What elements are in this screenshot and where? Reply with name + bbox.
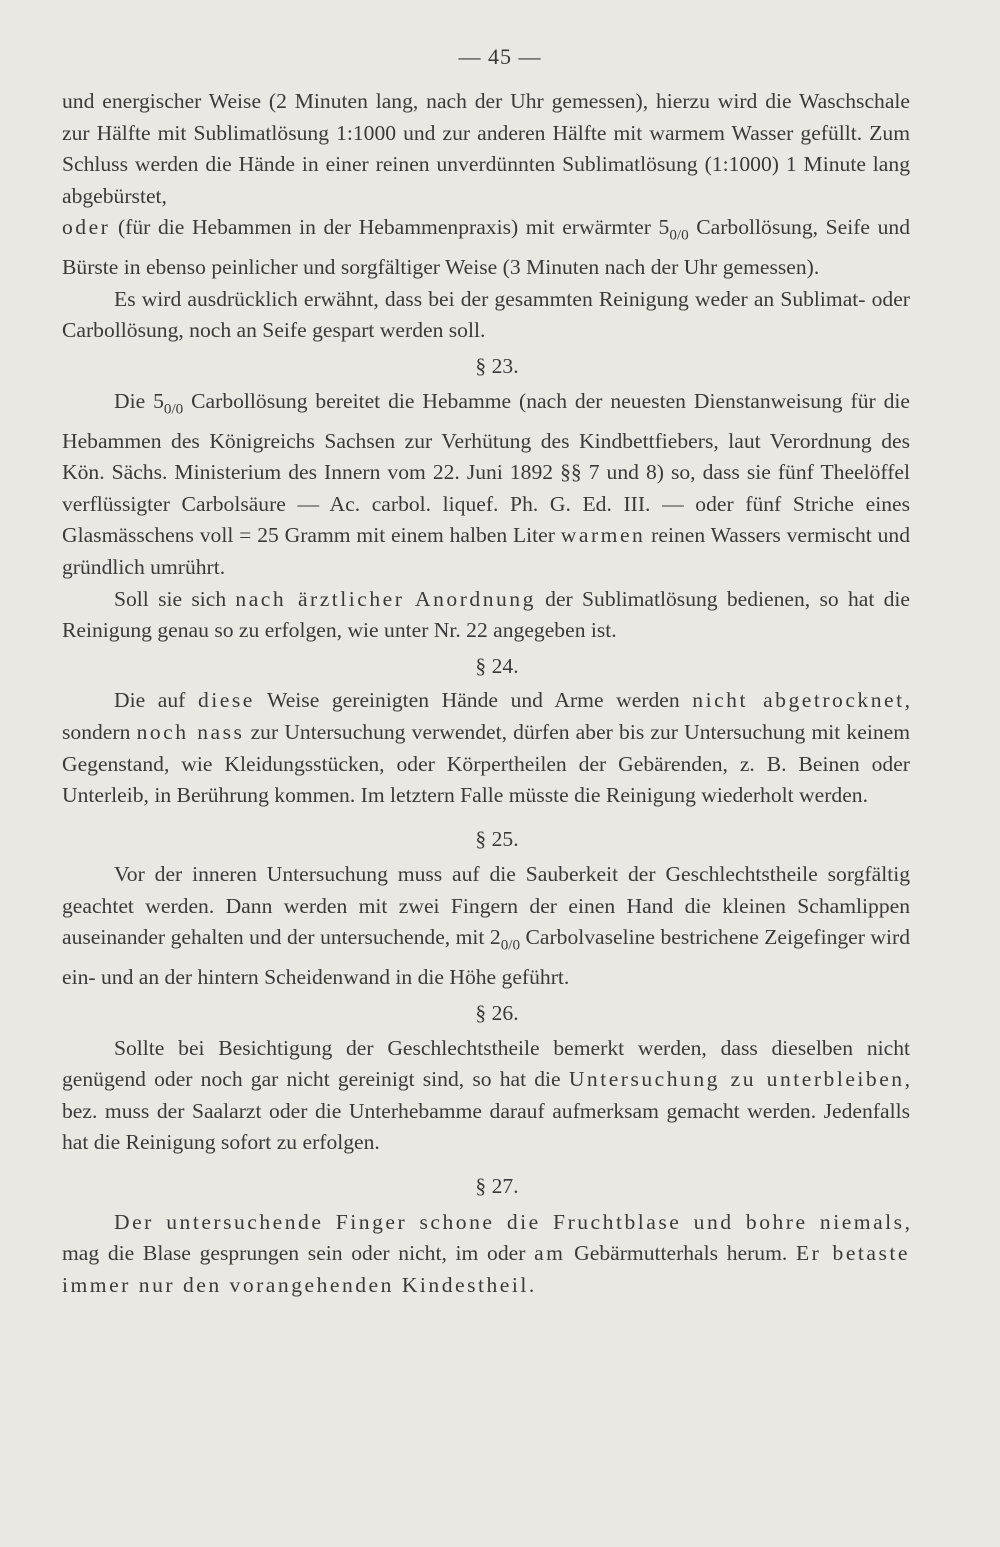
spaced-text: oder xyxy=(62,215,111,240)
section-heading-27: § 27. xyxy=(475,1173,519,1198)
text-run: Die auf xyxy=(114,688,186,713)
text-run: Vor der inneren Untersuchung muss auf die Sauberkeit der Geschlechtstheile sorgfältig geachtet werden. Dann werden mit zwei Fingern der einen Hand die kleinen Schamlippen auseinander gehalten und der untersuchende, mit 2 xyxy=(62,862,910,950)
page-number: — 45 — xyxy=(458,44,542,69)
spaced-text: diese xyxy=(197,688,255,713)
section-heading-25: § 25. xyxy=(475,826,519,851)
text-run: der Sublimatlösung bedienen, so hat die Reinigung genau so zu erfolgen, wie unter Nr. 22 angegeben ist. xyxy=(62,586,910,643)
paragraph-9 xyxy=(62,1207,910,1302)
spaced-text: Der untersuchende Finger schone die Fruchtblase und bohre niemals xyxy=(114,1209,905,1234)
text-run: , mag die Blase gesprungen sein oder nicht, im oder xyxy=(62,1209,910,1266)
text-run: Carbollösung, Seife und Bürste in ebenso peinlicher und sorgfältiger Weise (3 Minuten nach der Uhr gemessen). xyxy=(62,215,910,280)
spaced-text: noch nass xyxy=(136,719,245,744)
percent-mark: 0/0 xyxy=(500,937,521,954)
text-run: Carbolvaseline bestrichene Zeigefinger wird ein- und an der hintern Scheidenwand in die Höhe geführt. xyxy=(62,925,910,990)
spaced-text: Er betaste immer nur den vorangehenden Kindestheil. xyxy=(62,1241,910,1297)
spaced-text: Untersuchung zu unterbleiben xyxy=(568,1067,905,1092)
spaced-text: nicht abgetrocknet xyxy=(692,688,905,713)
percent-mark: 0/0 xyxy=(669,227,689,244)
page-body xyxy=(62,86,910,1301)
text-run: Carbollösung bereitet die Hebamme (nach der neuesten Dienstanweisung für die Hebammen des Königreichs Sachsen zur Verhütung des Kindbettfiebers, laut Verordnung des Kön. Sächs. Ministerium des Innern vom 22. Juni 1892 §§ 7 und 8) so, dass sie fünf Theelöffel verflüssigter Carbolsäure — Ac. carbol. liquef. Ph. G. Ed. III. — oder fünf Striche eines Glasmässchens voll = 25 Gramm mit einem halben Liter xyxy=(62,388,910,548)
paragraph-7 xyxy=(62,859,910,994)
paragraph-1: und energischer Weise (2 Minuten lang, nach der Uhr gemessen), hierzu wird die Waschschale zur Hälfte mit Sublimatlösung 1:1000 und zur anderen Hälfte mit warmem Wasser gefüllt. Zum Schluss werden die Hände in einer reinen unverdünnten Sublimatlösung (1:1000) 1 Minute lang abgebürstet, xyxy=(62,89,910,208)
text-run: zur Untersuchung verwendet, dürfen aber bis zur Untersuchung mit keinem Gegenstand, wie Kleidungsstücken, oder Körpertheilen der Gebärenden, z. B. Beinen oder Unterleib, in Berührung kommen. Im letztern Falle müsste die Reinigung wiederholt werden. xyxy=(62,719,910,808)
text-run: , bez. muss der Saalarzt oder die Unterhebamme darauf aufmerksam gemacht werden. Jedenfalls hat die Reinigung sofort zu erfolgen. xyxy=(62,1067,910,1155)
paragraph-2 xyxy=(62,212,910,284)
paragraph-8 xyxy=(62,1033,910,1159)
spaced-text: am xyxy=(534,1241,566,1266)
section-heading-23: § 23. xyxy=(475,354,519,379)
paragraph-6 xyxy=(62,685,910,811)
paragraph-3: Es wird ausdrücklich erwähnt, dass bei der gesammten Reinigung weder an Sublimat- oder Carbollösung, noch an Seife gespart werden soll. xyxy=(62,286,910,343)
text-run: (für die Hebammen in der Hebammenpraxis) mit erwärmter 5 xyxy=(110,215,670,240)
text-run: Gebärmutterhals herum. xyxy=(565,1241,788,1266)
text-run: Weise gereinigten Hände und Arme werden xyxy=(254,688,680,713)
text-run: Die 5 xyxy=(114,388,164,413)
text-run: , sondern xyxy=(62,688,910,744)
text-run: Sollte bei Besichtigung der Geschlechtstheile bemerkt werden, dass dieselben nicht genügend oder noch gar nicht gereinigt sind, so hat die xyxy=(62,1035,910,1092)
section-heading-26: § 26. xyxy=(475,1000,519,1025)
percent-mark: 0/0 xyxy=(163,400,184,417)
text-run: reinen Wassers vermischt und gründlich umrührt. xyxy=(62,523,910,579)
paragraph-4 xyxy=(62,386,910,584)
text-run: Soll sie sich xyxy=(114,586,227,611)
spaced-text: warmen xyxy=(560,523,646,548)
paragraph-5 xyxy=(62,584,910,647)
section-heading-24: § 24. xyxy=(475,653,519,678)
spaced-text: nach ärztlicher Anordnung xyxy=(235,586,536,611)
